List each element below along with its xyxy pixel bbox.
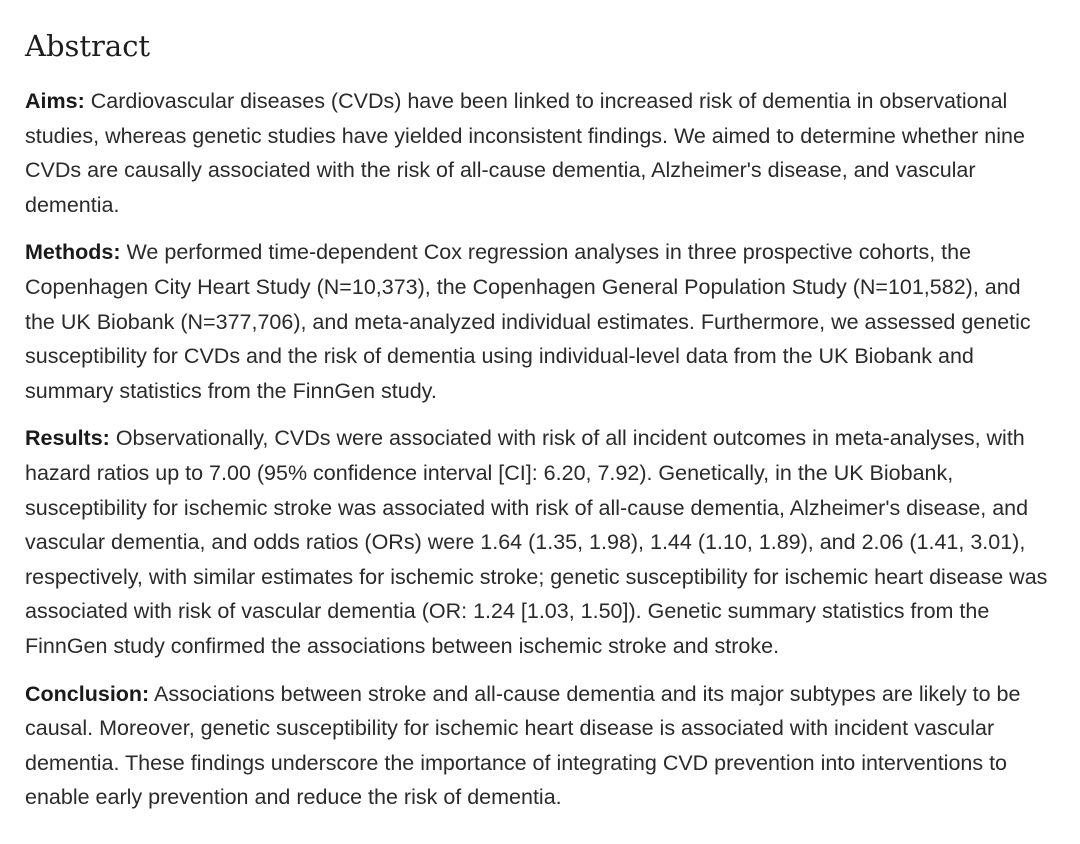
aims-text: Cardiovascular diseases (CVDs) have been linked to increased risk of dementia in observational studies, whereas genetic studies have yielded inconsistent findings. We aimed to determine whether nine CVDs are causally associated with the risk of all-cause dementia, Alzheimer's disease, and vascular dementia. (25, 89, 1025, 217)
abstract-heading: Abstract (25, 29, 151, 63)
methods-text: We performed time-dependent Cox regression analyses in three prospective cohorts, the Copenhagen City Heart Study (N=10,373), the Copenhagen General Population Study (N=101,582), and the UK Biobank (N=377,706), and meta-analyzed individual estimates. Furthermore, we assessed genetic susceptibility for CVDs and the risk of dementia using individual-level data from the UK Biobank and summary statistics from the FinnGen study. (25, 240, 1031, 403)
aims-section (25, 84, 1056, 222)
conclusion-text: Associations between stroke and all-cause dementia and its major subtypes are likely to be causal. Moreover, genetic susceptibility for ischemic heart disease is associated with incident vascular dementia. These findings underscore the importance of integrating CVD prevention into interventions to enable early prevention and reduce the risk of dementia. (25, 681, 1021, 810)
conclusion-section (25, 677, 1056, 815)
aims-label: Aims: (25, 89, 85, 113)
results-section (25, 421, 1056, 663)
conclusion-label: Conclusion: (25, 681, 150, 706)
methods-label: Methods: (25, 240, 121, 265)
methods-section (25, 235, 1056, 408)
results-label: Results: (25, 426, 110, 451)
results-text: Observationally, CVDs were associated with risk of all incident outcomes in meta-analyses, with hazard ratios up to 7.00 (95% confidence interval [CI]: 6.20, 7.92). Genetically, in the UK Biobank, susceptibility for ischemic stroke was associated with risk of all-cause dementia, Alzheimer's disease, and vascular dementia, and odds ratios (ORs) were 1.64 (1.35, 1.98), 1.44 (1.10, 1.89), and 2.06 (1.41, 3.01), respectively, with similar estimates for ischemic stroke; genetic susceptibility for ischemic heart disease was associated with risk of vascular dementia (OR: 1.24 [1.03, 1.50]). Genetic summary statistics from the FinnGen study confirmed the associations between ischemic stroke and stroke. (25, 426, 1048, 658)
